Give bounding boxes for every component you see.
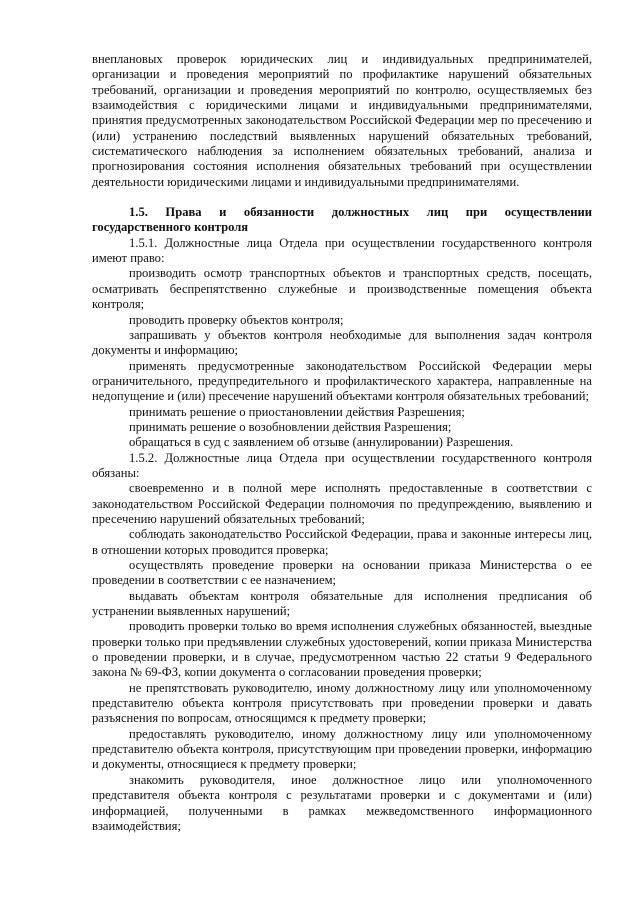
document-page — [92, 52, 592, 834]
rights-item: проводить проверку объектов контроля; — [129, 312, 344, 327]
rights-item: принимать решение о приостановлении действия Разрешения; — [129, 404, 465, 419]
rights-item: производить осмотр транспортных объектов и транспортных средств, посещать, осматривать беспрепятственно служебные и производственные помещения объекта контроля; — [92, 266, 592, 312]
rights-item: применять предусмотренные законодательством Российской Федерации меры ограничительного, предупредительного и профилактического характера, направленные на недопущение и (или) пресечение нарушений объектами контроля обязательных требований; — [92, 358, 592, 404]
duties-item: осуществлять проведение проверки на основании приказа Министерства о ее проведении в соответствии с ее назначением; — [92, 558, 592, 588]
duties-item: соблюдать законодательство Российской Федерации, права и законные интересы лиц, в отношении которых проводится проверка; — [92, 527, 592, 557]
rights-list — [92, 266, 592, 450]
rights-item: обращаться в суд с заявлением об отзыве (аннулировании) Разрешения. — [129, 435, 514, 450]
duties-item: предоставлять руководителю, иному должностному лицу или уполномоченному представителю объекта контроля, присутствующим при проведении проверки, информацию и документы, относящиеся к предмету проверки; — [92, 726, 592, 772]
duties-item: проводить проверки только во время исполнения служебных обязанностей, выездные проверки только при предъявлении служебных удостоверений, копии приказа Министерства о проведении проверки, и в случае, предусмотренном частью 22 статьи 9 Федерального закона № 69-ФЗ, копии документа о согласовании проведения проверки; — [92, 619, 592, 680]
rights-item: запрашивать у объектов контроля необходимые для выполнения задач контроля документы и информацию; — [92, 327, 592, 358]
rights-intro: 1.5.1. Должностные лица Отдела при осуществлении государственного контроля имеют право: — [92, 235, 592, 266]
duties-item: знакомить руководителя, иное должностное лицо или уполномоченного представителя объекта контроля с результатами проверки и с документами и (или) информацией, полученными в рамках межведомственного информационного взаимодействия; — [92, 772, 592, 833]
duties-intro: 1.5.2. Должностные лица Отдела при осуществлении государственного контроля обязаны: — [92, 450, 592, 480]
intro-paragraph: внеплановых проверок юридических лиц и индивидуальных предпринимателей, организации и проведения мероприятий по профилактике нарушений обязательных требований, организации и проведения мероприятий по контролю, осуществляемых без взаимодействия с юридическими лицами и индивидуальными предпринимателями, принятия предусмотренных законодательством Российской Федерации мер по пресечению и (или) устранению последствий выявленных нарушений обязательных требований, систематического наблюдения за исполнением обязательных требований, анализа и прогнозирования состояния исполнения обязательных требований при осуществлении деятельности юридическими лицами и индивидуальными предпринимателями. — [92, 52, 592, 189]
duties-item: своевременно и в полной мере исполнять предоставленные в соответствии с законодательством Российской Федерации полномочия по предупреждению, выявлению и пресечению нарушений обязательных требований; — [92, 481, 592, 526]
duties-item: выдавать объектам контроля обязательные для исполнения предписания об устранении выявленных нарушений; — [92, 588, 592, 619]
duties-list — [92, 481, 592, 834]
rights-item: принимать решение о возобновлении действия Разрешения; — [129, 419, 452, 434]
section-heading: 1.5. Права и обязанности должностных лиц при осуществлении государственного контроля — [92, 205, 592, 235]
duties-item: не препятствовать руководителю, иному должностному лицу или уполномоченному представителю объекта контроля присутствовать при проведении проверки и давать разъяснения по вопросам, относящимся к предмету проверки; — [92, 680, 592, 726]
